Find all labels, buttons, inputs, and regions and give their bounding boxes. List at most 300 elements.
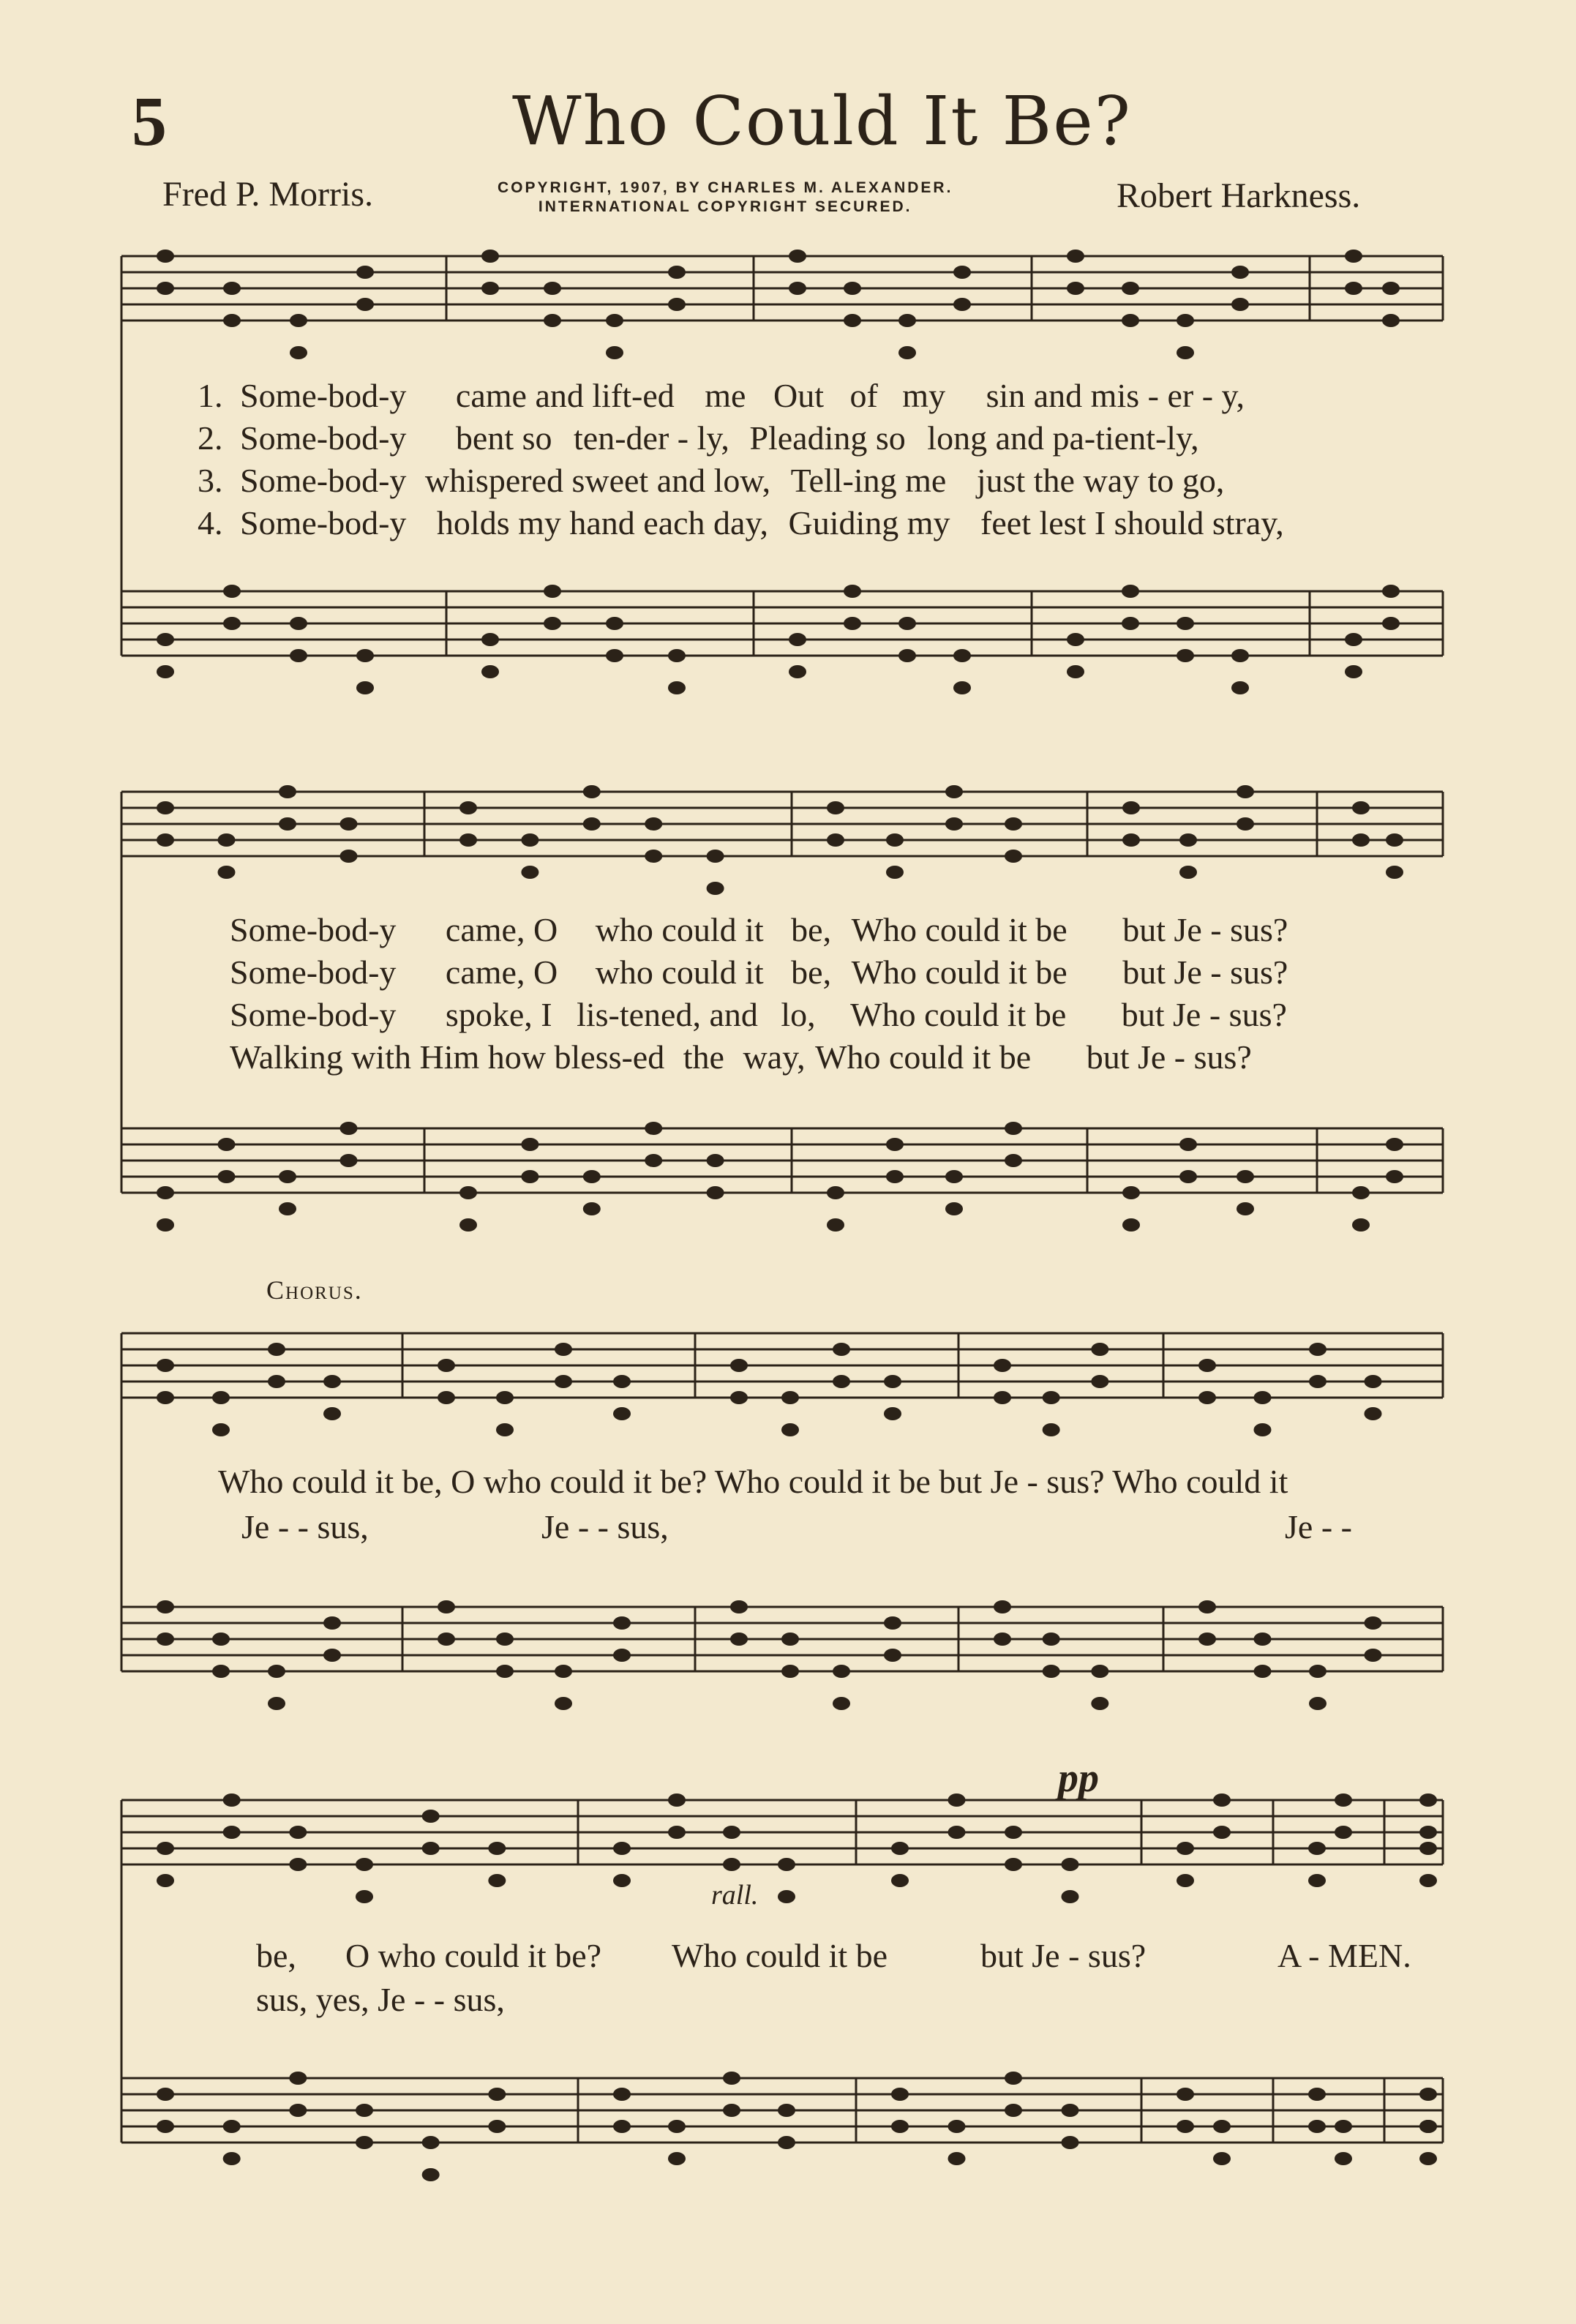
note-head	[789, 282, 806, 295]
refrain-line-3	[230, 995, 1287, 1034]
note-head	[1345, 250, 1362, 263]
note-head	[827, 801, 844, 814]
note-head	[1122, 1218, 1140, 1232]
note-head	[781, 1423, 799, 1436]
note-head	[1005, 2072, 1022, 2085]
note-head	[157, 633, 174, 646]
note-head	[778, 2136, 795, 2149]
verse-word: whispered sweet and low,	[424, 462, 771, 499]
note-head	[268, 1375, 285, 1388]
note-head	[668, 266, 686, 279]
note-head	[778, 2104, 795, 2117]
note-head	[1177, 346, 1194, 359]
note-head	[356, 1858, 373, 1871]
verse-word: Some-bod-y	[240, 504, 407, 541]
note-head	[723, 2104, 740, 2117]
note-head	[884, 1616, 901, 1630]
note-head	[1386, 1138, 1403, 1151]
note-head	[438, 1633, 455, 1646]
note-head	[1005, 2104, 1022, 2117]
verse-word: of	[849, 377, 878, 414]
note-head	[945, 1202, 963, 1215]
note-head	[1198, 1633, 1216, 1646]
chorus-line-2-top-e: A - MEN.	[1277, 1937, 1411, 1974]
note-head	[1177, 617, 1194, 630]
note-head	[1231, 266, 1249, 279]
note-head	[789, 633, 806, 646]
note-head	[488, 1842, 506, 1855]
note-head	[827, 1186, 844, 1199]
note-head	[223, 314, 241, 327]
note-head	[223, 282, 241, 295]
note-head	[789, 250, 806, 263]
note-head	[1419, 2120, 1437, 2133]
note-head	[1177, 1842, 1194, 1855]
note-head	[645, 1122, 662, 1135]
note-head	[833, 1343, 850, 1356]
note-head	[1213, 2120, 1231, 2133]
note-head	[459, 833, 477, 847]
refrain-word: Some-bod-y	[230, 953, 397, 991]
verse-word: Some-bod-y	[240, 462, 407, 499]
note-head	[356, 2136, 373, 2149]
note-head	[1179, 866, 1197, 879]
note-head	[707, 850, 724, 863]
note-head	[1179, 1138, 1197, 1151]
note-head	[1043, 1633, 1060, 1646]
refrain-word: Who could it be	[815, 1038, 1032, 1076]
note-head	[422, 1842, 440, 1855]
note-head	[827, 833, 844, 847]
note-head	[1198, 1391, 1216, 1404]
note-head	[668, 298, 686, 311]
verse-word: Some-bod-y	[240, 419, 407, 457]
note-head	[1122, 282, 1139, 295]
note-head	[157, 1600, 174, 1613]
note-head	[1005, 850, 1022, 863]
note-head	[1352, 833, 1370, 847]
verse-word: Tell-ing me	[790, 462, 947, 499]
note-head	[948, 2152, 966, 2165]
note-head	[945, 785, 963, 798]
note-head	[1237, 1202, 1254, 1215]
note-head	[1198, 1359, 1216, 1372]
note-head	[1309, 1665, 1327, 1678]
refrain-word: but Je - sus?	[1121, 996, 1287, 1033]
refrain-word: be,	[791, 911, 832, 948]
note-head	[886, 833, 904, 847]
note-head	[1179, 833, 1197, 847]
refrain-word: lis-tened, and	[577, 996, 758, 1033]
note-head	[157, 833, 174, 847]
note-head	[994, 1359, 1011, 1372]
note-head	[223, 1793, 241, 1807]
note-head	[157, 1218, 174, 1232]
note-head	[1213, 1793, 1231, 1807]
note-head	[1382, 282, 1400, 295]
verse-word: just the way to go,	[976, 462, 1225, 499]
chorus-line-2-bottom: sus, yes, Je - - sus,	[256, 1981, 505, 2018]
note-head	[157, 2088, 174, 2101]
note-head	[1231, 649, 1249, 662]
note-head	[1419, 1826, 1437, 1839]
note-head	[544, 282, 561, 295]
verse-word: sin and mis - er - y,	[986, 377, 1245, 414]
note-head	[279, 1202, 296, 1215]
note-head	[290, 649, 307, 662]
note-head	[707, 1186, 724, 1199]
note-head	[1213, 1826, 1231, 1839]
note-head	[730, 1600, 748, 1613]
note-head	[668, 2152, 686, 2165]
note-head	[340, 850, 358, 863]
note-head	[1091, 1343, 1108, 1356]
note-head	[279, 817, 296, 831]
note-head	[613, 1649, 631, 1662]
note-head	[223, 585, 241, 598]
note-head	[356, 681, 374, 694]
refrain-word: but Je - sus?	[1086, 1038, 1252, 1076]
note-head	[1386, 1170, 1403, 1183]
note-head	[1091, 1375, 1108, 1388]
note-head	[1177, 314, 1194, 327]
note-head	[422, 2168, 440, 2181]
refrain-word: who could it	[595, 911, 764, 948]
note-head	[583, 785, 601, 798]
note-head	[1005, 1122, 1022, 1135]
note-head	[606, 346, 623, 359]
note-head	[1237, 817, 1254, 831]
note-head	[289, 2104, 307, 2117]
chorus-line-2-top-b: O who could it be?	[345, 1937, 602, 1974]
note-head	[1308, 2120, 1326, 2133]
note-head	[223, 617, 241, 630]
author-credit: Fred P. Morris.	[162, 175, 374, 214]
note-head	[157, 1186, 174, 1199]
note-head	[1386, 866, 1403, 879]
note-head	[613, 1407, 631, 1420]
note-head	[1308, 2088, 1326, 2101]
note-head	[891, 2120, 909, 2133]
note-head	[157, 1633, 174, 1646]
refrain-word: Some-bod-y	[230, 911, 397, 948]
verse-word: bent so	[455, 419, 552, 457]
note-head	[1177, 2120, 1194, 2133]
note-head	[945, 817, 963, 831]
note-head	[422, 2136, 440, 2149]
note-head	[356, 2104, 373, 2117]
note-head	[898, 617, 916, 630]
note-head	[953, 681, 971, 694]
note-head	[1335, 1826, 1352, 1839]
note-head	[212, 1391, 230, 1404]
note-head	[707, 1154, 724, 1167]
note-head	[496, 1633, 514, 1646]
note-head	[488, 2088, 506, 2101]
refrain-word: came, O	[445, 911, 558, 948]
refrain-word: but Je - sus?	[1122, 911, 1288, 948]
note-head	[1122, 314, 1139, 327]
note-head	[898, 314, 916, 327]
note-head	[218, 833, 236, 847]
note-head	[1122, 833, 1140, 847]
note-head	[481, 665, 499, 678]
note-head	[521, 1138, 539, 1151]
note-head	[844, 282, 861, 295]
note-head	[1198, 1600, 1216, 1613]
note-head	[645, 850, 662, 863]
refrain-word: the	[683, 1038, 724, 1076]
chorus-line-1-bottom-a: Je - - sus,	[241, 1508, 369, 1545]
verse-1	[198, 376, 1245, 415]
refrain-word: spoke, I	[445, 996, 552, 1033]
note-head	[1382, 314, 1400, 327]
note-head	[1067, 633, 1084, 646]
note-head	[844, 617, 861, 630]
note-head	[1005, 1154, 1022, 1167]
note-head	[1231, 681, 1249, 694]
note-head	[481, 282, 499, 295]
note-head	[223, 1826, 241, 1839]
note-head	[1067, 665, 1084, 678]
note-head	[223, 2120, 241, 2133]
refrain-line-4	[230, 1038, 1252, 1076]
note-head	[583, 1202, 601, 1215]
note-head	[290, 617, 307, 630]
note-head	[606, 617, 623, 630]
note-head	[340, 1154, 358, 1167]
note-head	[730, 1391, 748, 1404]
note-head	[290, 346, 307, 359]
note-head	[606, 314, 623, 327]
note-head	[1382, 617, 1400, 630]
note-head	[668, 649, 686, 662]
note-head	[1308, 1842, 1326, 1855]
pp-marking: pp	[1058, 1755, 1099, 1801]
note-head	[844, 585, 861, 598]
note-head	[833, 1665, 850, 1678]
note-head	[613, 1842, 631, 1855]
note-head	[1177, 2088, 1194, 2101]
note-head	[438, 1391, 455, 1404]
note-head	[1062, 1858, 1079, 1871]
note-head	[218, 1170, 236, 1183]
refrain-word: Some-bod-y	[230, 996, 397, 1033]
note-head	[1352, 1186, 1370, 1199]
note-head	[1335, 2152, 1352, 2165]
note-head	[1177, 649, 1194, 662]
hymn-number: 5	[132, 82, 167, 160]
note-head	[1067, 250, 1084, 263]
note-head	[521, 1170, 539, 1183]
note-head	[723, 1826, 740, 1839]
note-head	[212, 1423, 230, 1436]
note-head	[268, 1697, 285, 1710]
note-head	[1254, 1665, 1272, 1678]
note-head	[953, 266, 971, 279]
note-head	[778, 1890, 795, 1903]
note-head	[157, 282, 174, 295]
refrain-word: but Je - sus?	[1122, 953, 1288, 991]
note-head	[1005, 1826, 1022, 1839]
note-head	[1309, 1343, 1327, 1356]
refrain-word: lo,	[781, 996, 816, 1033]
note-head	[668, 1793, 686, 1807]
note-head	[438, 1600, 455, 1613]
composer-credit: Robert Harkness.	[1117, 176, 1361, 215]
note-head	[723, 2072, 740, 2085]
note-head	[1352, 801, 1370, 814]
note-head	[279, 785, 296, 798]
note-head	[323, 1649, 341, 1662]
note-head	[668, 681, 686, 694]
note-head	[994, 1600, 1011, 1613]
note-head	[555, 1665, 572, 1678]
note-head	[1345, 282, 1362, 295]
note-head	[1043, 1665, 1060, 1678]
note-head	[290, 314, 307, 327]
note-head	[544, 617, 561, 630]
note-head	[886, 1138, 904, 1151]
refrain-line-2	[230, 953, 1288, 992]
verse-3	[198, 461, 1224, 500]
note-head	[356, 266, 374, 279]
note-head	[833, 1375, 850, 1388]
note-head	[212, 1633, 230, 1646]
chorus-label: Chorus.	[266, 1275, 363, 1305]
note-head	[884, 1649, 901, 1662]
note-head	[1345, 633, 1362, 646]
note-head	[778, 1858, 795, 1871]
refrain-word: Who could it be	[850, 996, 1067, 1033]
note-head	[707, 882, 724, 895]
note-head	[521, 833, 539, 847]
note-head	[544, 585, 561, 598]
note-head	[1365, 1616, 1382, 1630]
note-head	[884, 1407, 901, 1420]
note-head	[781, 1391, 799, 1404]
note-head	[289, 1826, 307, 1839]
note-head	[212, 1665, 230, 1678]
verse-word: me	[705, 377, 746, 414]
note-head	[1122, 1186, 1140, 1199]
note-head	[730, 1359, 748, 1372]
note-head	[1091, 1697, 1108, 1710]
chorus-line-1-bottom-c: Je - -	[1285, 1508, 1352, 1545]
note-head	[668, 1826, 686, 1839]
note-head	[606, 649, 623, 662]
verse-number: 3.	[198, 462, 223, 499]
note-head	[1352, 1218, 1370, 1232]
note-head	[645, 1154, 662, 1167]
note-head	[289, 2072, 307, 2085]
note-head	[583, 1170, 601, 1183]
verse-number: 4.	[198, 504, 223, 541]
note-head	[289, 1858, 307, 1871]
note-head	[459, 1218, 477, 1232]
verse-word: feet lest I should stray,	[980, 504, 1284, 541]
note-head	[1335, 2120, 1352, 2133]
note-head	[1254, 1391, 1272, 1404]
note-head	[668, 2120, 686, 2133]
note-head	[1254, 1423, 1272, 1436]
note-head	[1122, 585, 1139, 598]
refrain-word: Who could it be	[851, 953, 1067, 991]
copyright-line-1: COPYRIGHT, 1907, BY CHARLES M. ALEXANDER.	[498, 179, 953, 196]
verse-word: holds my hand each day,	[436, 504, 768, 541]
chorus-line-2-top-c: Who could it be	[672, 1937, 888, 1974]
note-head	[613, 2088, 631, 2101]
note-head	[157, 801, 174, 814]
verse-number: 1.	[198, 377, 223, 414]
note-head	[827, 1218, 844, 1232]
note-head	[1062, 2104, 1079, 2117]
note-head	[723, 1858, 740, 1871]
note-head	[1365, 1649, 1382, 1662]
note-head	[898, 649, 916, 662]
note-head	[157, 2120, 174, 2133]
note-head	[953, 298, 971, 311]
note-head	[459, 1186, 477, 1199]
note-head	[1213, 2152, 1231, 2165]
note-head	[481, 250, 499, 263]
note-head	[1062, 1890, 1079, 1903]
note-head	[496, 1391, 514, 1404]
note-head	[886, 1170, 904, 1183]
hymn-title: Who Could It Be?	[512, 82, 1132, 160]
note-head	[1419, 1874, 1437, 1887]
note-head	[218, 1138, 236, 1151]
note-head	[157, 1842, 174, 1855]
note-head	[613, 1616, 631, 1630]
note-head	[340, 1122, 358, 1135]
note-head	[268, 1343, 285, 1356]
verse-word: Some-bod-y	[240, 377, 407, 414]
note-head	[583, 817, 601, 831]
chorus-line-2-top-d: but Je - sus?	[980, 1937, 1147, 1974]
verse-word: Pleading so	[749, 419, 906, 457]
note-head	[356, 649, 374, 662]
note-head	[544, 314, 561, 327]
note-head	[1237, 785, 1254, 798]
refrain-line-1	[230, 910, 1288, 949]
note-head	[268, 1665, 285, 1678]
note-head	[555, 1343, 572, 1356]
verse-4	[198, 503, 1284, 542]
note-head	[891, 1842, 909, 1855]
note-head	[340, 817, 358, 831]
note-head	[488, 1874, 506, 1887]
note-head	[1122, 801, 1140, 814]
note-head	[994, 1633, 1011, 1646]
note-head	[223, 2152, 241, 2165]
note-head	[459, 801, 477, 814]
note-head	[1365, 1407, 1382, 1420]
refrain-word: Walking with Him how bless-ed	[230, 1038, 665, 1076]
note-head	[948, 1793, 966, 1807]
refrain-word: came, O	[445, 953, 558, 991]
note-head	[481, 633, 499, 646]
note-head	[781, 1633, 799, 1646]
note-head	[279, 1170, 296, 1183]
chorus-line-1-top: Who could it be, O who could it be? Who could it be but Je - sus? Who could it	[218, 1463, 1288, 1500]
note-head	[438, 1359, 455, 1372]
note-head	[613, 1375, 631, 1388]
note-head	[521, 866, 539, 879]
note-head	[1043, 1391, 1060, 1404]
note-head	[1005, 1858, 1022, 1871]
note-head	[1386, 833, 1403, 847]
